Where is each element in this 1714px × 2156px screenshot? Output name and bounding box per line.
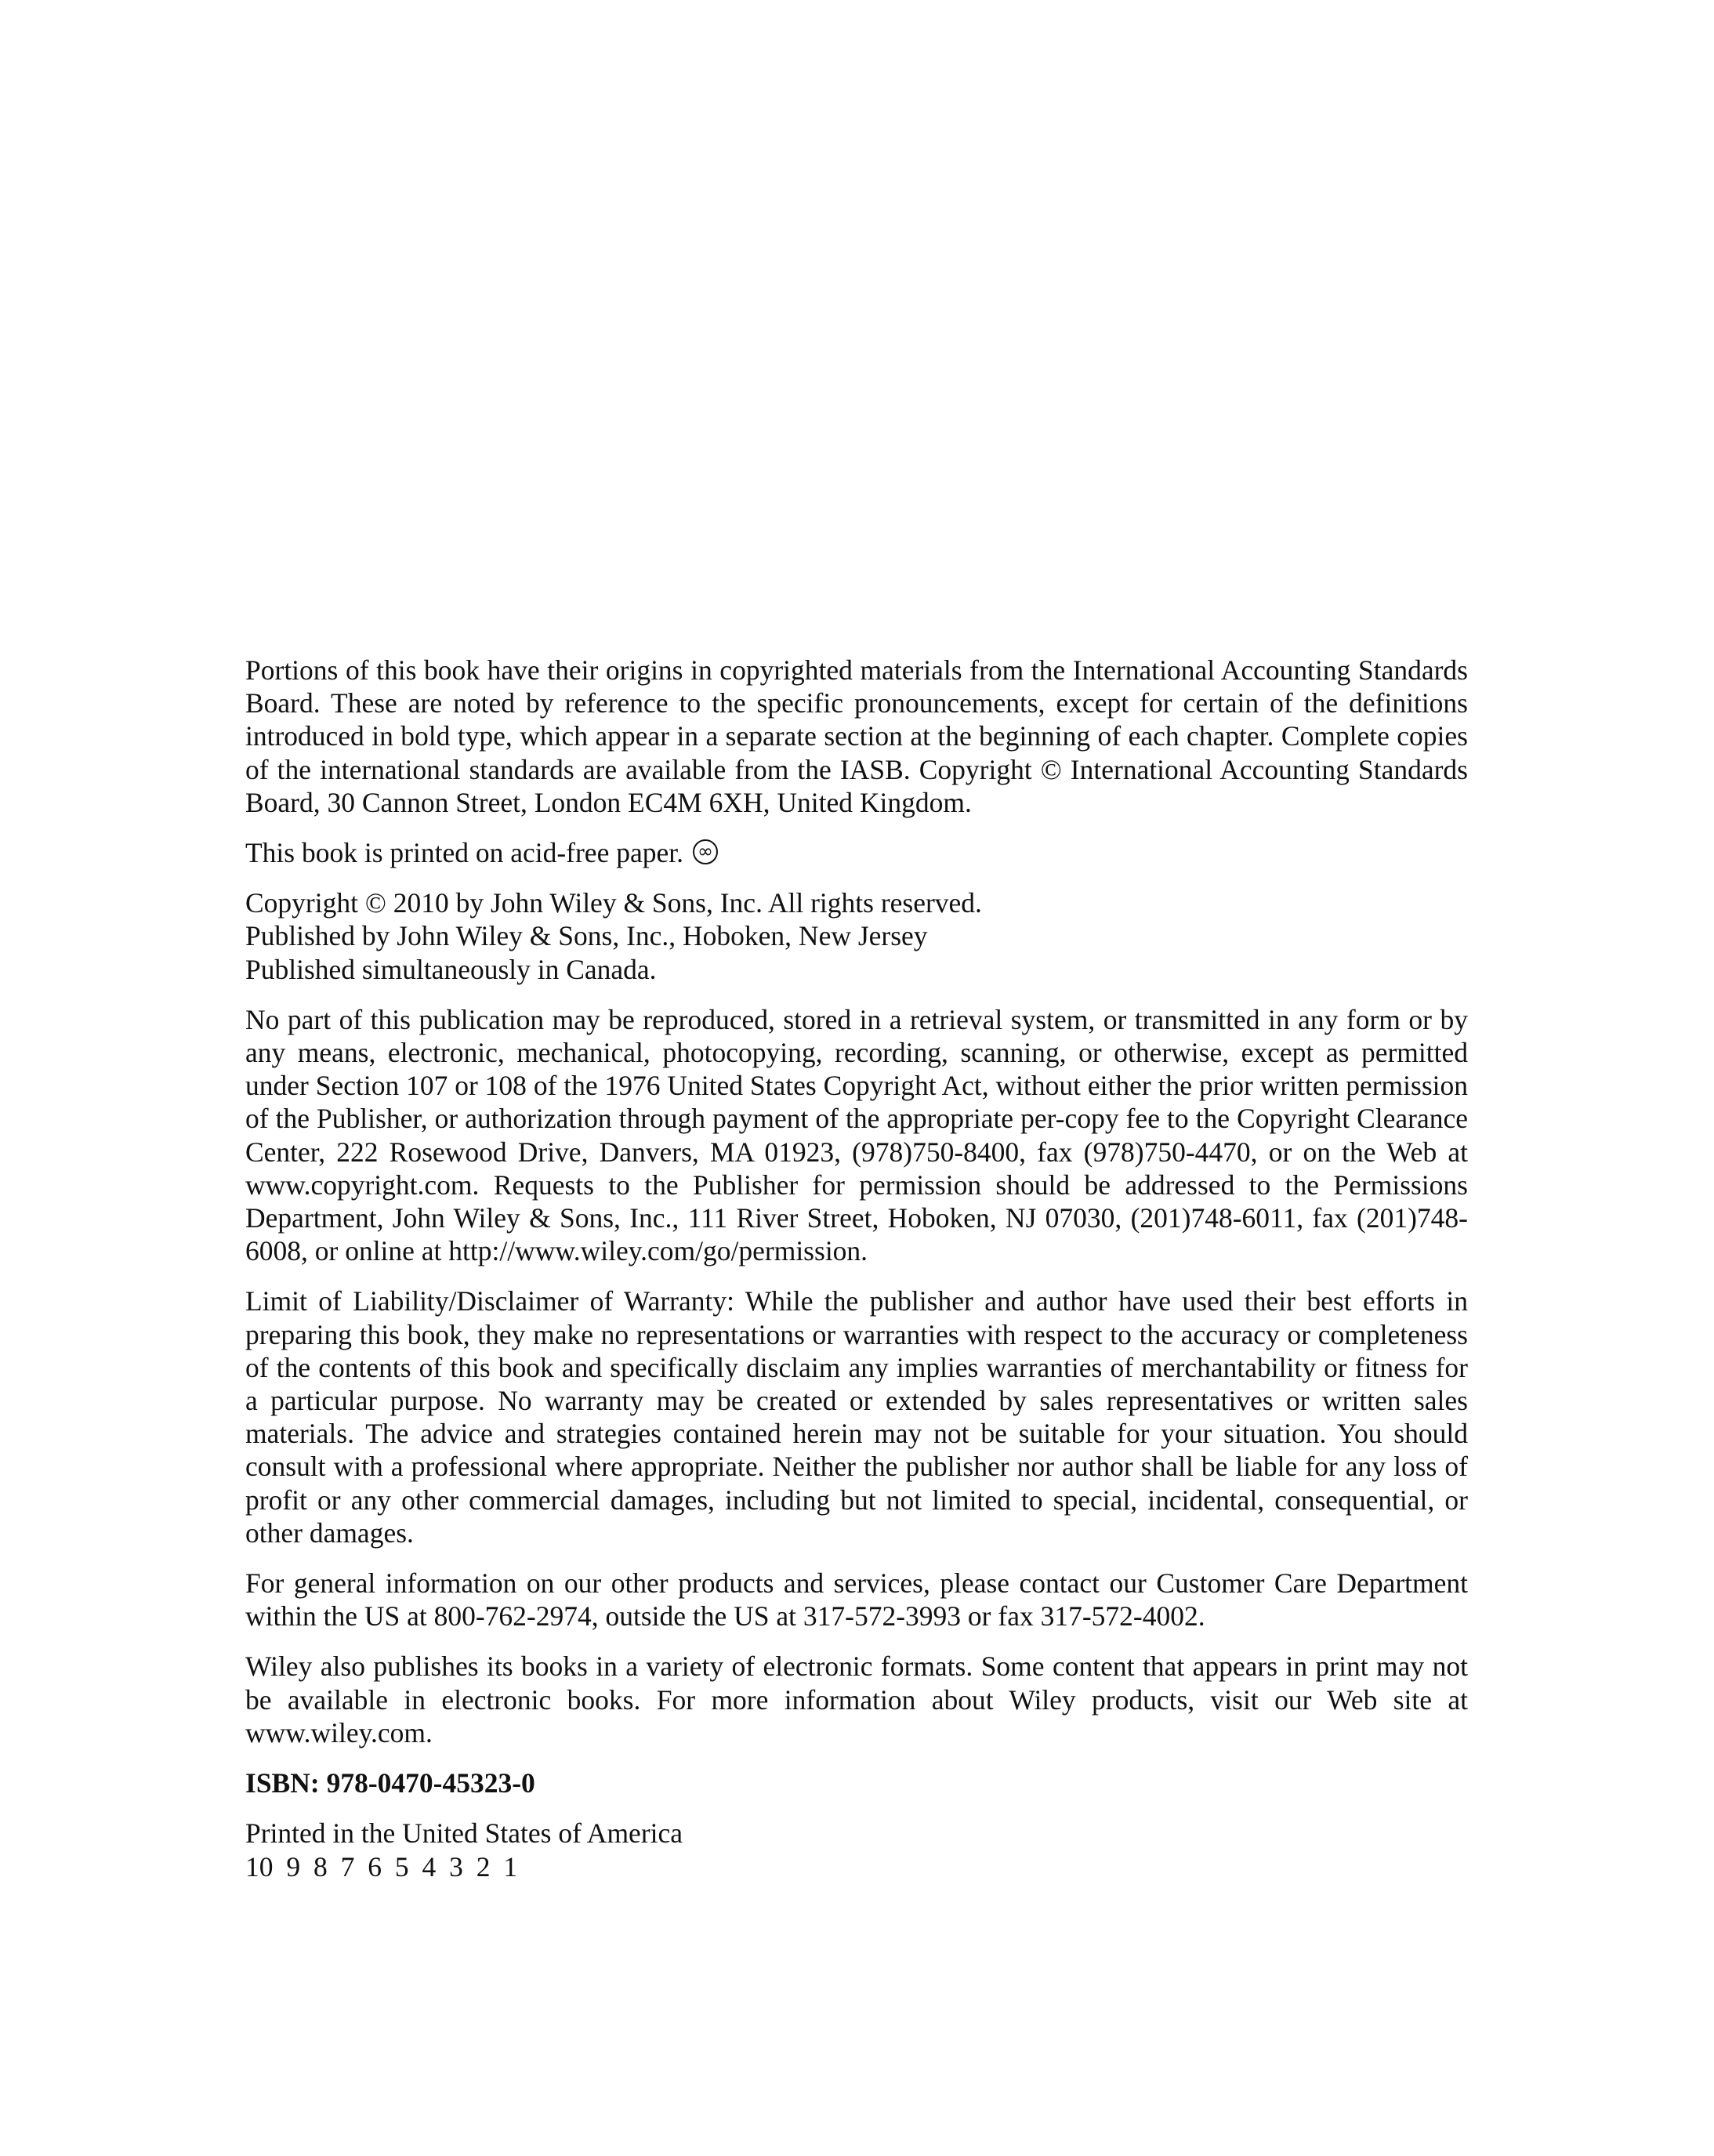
publisher-line: Published by John Wiley & Sons, Inc., Hoboken, New Jersey [245, 920, 928, 952]
acid-free-notice [245, 836, 1468, 869]
copyright-page [245, 654, 1468, 1901]
acid-free-paper-icon: ∞ [693, 839, 718, 864]
customer-care-notice: For general information on our other products and services, please contact our Customer Care Department within the US at 800-762-2974, outside the US at 317-572-3993 or fax 317-572-4002. [245, 1567, 1468, 1632]
electronic-formats-notice: Wiley also publishes its books in a variety of electronic formats. Some content that appears in print may not be available in electronic books. For more information about Wiley products, visit our Web site at www.wiley.com. [245, 1651, 1468, 1748]
copyright-block [245, 886, 1468, 986]
print-line-numbers: 10 9 8 7 6 5 4 3 2 1 [245, 1850, 518, 1882]
copyright-line: Copyright © 2010 by John Wiley & Sons, Inc. All rights reserved. [245, 887, 982, 919]
printing-info [245, 1817, 1468, 1882]
liability-disclaimer: Limit of Liability/Disclaimer of Warranty: While the publisher and author have used their best efforts in preparing this book, they make no representations or warranties with respect to the accuracy or completeness of the contents of this book and specifically disclaim any implies warranties of merchantability or fitness for a particular purpose. No warranty may be created or extended by sales representatives or written sales materials. The advice and strategies contained herein may not be suitable for your situation. You should consult with a professional where appropriate. Neither the publisher nor author shall be liable for any loss of profit or any other commercial damages, including but not limited to special, incidental, consequential, or other damages. [245, 1285, 1468, 1549]
printed-country: Printed in the United States of America [245, 1817, 683, 1850]
permissions-notice: No part of this publication may be reproduced, stored in a retrieval system, or transmitted in any form or by any means, electronic, mechanical, photocopying, recording, scanning, or otherwise, except as permitted under Section 107 or 108 of the 1976 United States Copyright Act, without either the prior written permission of the Publisher, or authorization through payment of the appropriate per-copy fee to the Copyright Clearance Center, 222 Rosewood Drive, Danvers, MA 01923, (978)750-8400, fax (978)750-4470, or on the Web at www.copyright.com. Requests to the Publisher for permission should be addressed to the Permissions Department, John Wiley & Sons, Inc., 111 River Street, Hoboken, NJ 07030, (201)748-6011, fax (201)748-6008, or online at http://www.wiley.com/go/permission. [245, 1003, 1468, 1267]
iasb-notice: Portions of this book have their origins in copyrighted materials from the International Accounting Standards Board. These are noted by reference to the specific pronouncements, except for certain of the definitions introduced in bold type, which appear in a separate section at the beginning of each chapter. Complete copies of the international standards are available from the IASB. Copyright © International Accounting Standards Board, 30 Cannon Street, London EC4M 6XH, United Kingdom. [245, 654, 1468, 818]
isbn: ISBN: 978-0470-45323-0 [245, 1767, 535, 1799]
acid-free-text: This book is printed on acid-free paper. [245, 837, 683, 869]
canada-line: Published simultaneously in Canada. [245, 953, 657, 985]
